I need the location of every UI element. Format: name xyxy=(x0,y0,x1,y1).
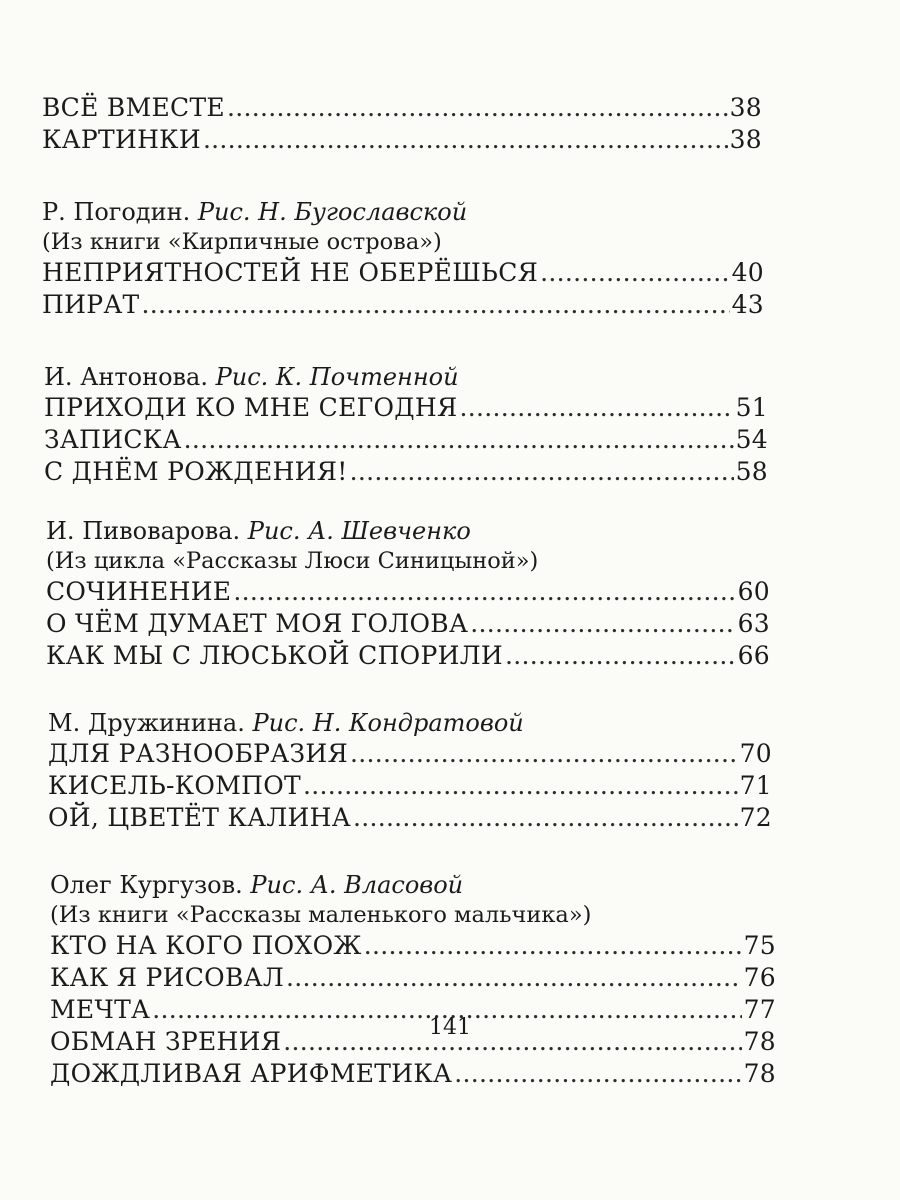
author-name: М. Дружинина. xyxy=(48,709,245,737)
entry-title: СОЧИНЕНИЕ xyxy=(46,577,232,606)
entry-title: МЕЧТА xyxy=(50,995,151,1024)
author-name: Олег Кургузов. xyxy=(50,871,243,899)
leader-dots xyxy=(286,962,742,994)
leader-dots xyxy=(350,456,734,488)
author-line xyxy=(46,516,770,546)
entry-title: КАК Я РИСОВАЛ xyxy=(50,963,285,992)
entry-title: ДОЖДЛИВАЯ АРИФМЕТИКА xyxy=(50,1059,453,1088)
entry-page: 70 xyxy=(739,739,772,768)
leader-dots xyxy=(454,1058,741,1090)
leader-dots xyxy=(203,124,728,156)
entry-page: 40 xyxy=(731,258,764,287)
entry-page: 38 xyxy=(729,125,762,154)
leader-dots xyxy=(353,802,738,834)
toc-entry xyxy=(46,608,770,640)
author-name: И. Антонова. xyxy=(44,363,208,391)
author-line xyxy=(48,708,772,738)
toc-entry xyxy=(44,424,768,456)
toc-entry xyxy=(50,962,776,994)
toc-entry xyxy=(48,738,772,770)
page-number: 141 xyxy=(429,1015,471,1040)
source-note: (Из книги «Рассказы маленького мальчика») xyxy=(50,902,592,928)
entry-page: 54 xyxy=(735,425,768,454)
toc-section xyxy=(42,92,762,156)
leader-dots xyxy=(540,257,729,289)
source-note: (Из книги «Кирпичные острова») xyxy=(42,229,442,255)
leader-dots xyxy=(364,930,742,962)
entry-page: 72 xyxy=(739,803,772,832)
leader-dots xyxy=(470,608,735,640)
entry-title: ОЙ, ЦВЕТЁТ КАЛИНА xyxy=(48,803,351,832)
entry-title: КАРТИНКИ xyxy=(42,125,201,154)
toc-section xyxy=(50,870,776,1090)
toc-section xyxy=(48,708,772,834)
toc-entry xyxy=(44,456,768,488)
entry-title: ПРИХОДИ КО МНЕ СЕГОДНЯ xyxy=(44,393,458,422)
toc-entry xyxy=(46,576,770,608)
entry-page: 71 xyxy=(739,771,772,800)
leader-dots xyxy=(142,289,730,321)
illustrator-credit: Рис. Н. Бугославской xyxy=(197,198,468,226)
toc-entry xyxy=(42,257,764,289)
entry-page: 75 xyxy=(743,931,776,960)
entry-page: 63 xyxy=(737,609,770,638)
entry-title: КТО НА КОГО ПОХОЖ xyxy=(50,931,362,960)
toc-entry xyxy=(48,802,772,834)
author-line xyxy=(50,870,776,900)
toc-entry xyxy=(42,124,762,156)
entry-page: 78 xyxy=(743,1027,776,1056)
leader-dots xyxy=(303,770,738,802)
entry-page: 60 xyxy=(737,577,770,606)
illustrator-credit: Рис. А. Власовой xyxy=(250,871,464,899)
author-name: И. Пивоварова. xyxy=(46,517,241,545)
entry-title: ПИРАТ xyxy=(42,290,140,319)
toc-entry xyxy=(48,770,772,802)
toc-entry xyxy=(44,392,768,424)
toc-entry xyxy=(50,1058,776,1090)
toc-section xyxy=(42,197,764,321)
author-line xyxy=(42,197,764,227)
leader-dots xyxy=(184,424,734,456)
entry-page: 77 xyxy=(743,995,776,1024)
leader-dots xyxy=(505,640,736,672)
entry-title: КИСЕЛЬ-КОМПОТ xyxy=(48,771,301,800)
leader-dots xyxy=(350,738,738,770)
illustrator-credit: Рис. Н. Кондратовой xyxy=(252,709,524,737)
entry-title: ОБМАН ЗРЕНИЯ xyxy=(50,1027,282,1056)
entry-title: КАК МЫ С ЛЮСЬКОЙ СПОРИЛИ xyxy=(46,641,503,670)
source-note: (Из цикла «Рассказы Люси Синицыной») xyxy=(46,548,539,574)
entry-page: 51 xyxy=(735,393,768,422)
leader-dots xyxy=(227,92,728,124)
entry-title: ВСЁ ВМЕСТЕ xyxy=(42,93,225,122)
entry-page: 76 xyxy=(743,963,776,992)
author-line xyxy=(44,362,768,392)
entry-title: О ЧЁМ ДУМАЕТ МОЯ ГОЛОВА xyxy=(46,609,469,638)
entry-title: ЗАПИСКА xyxy=(44,425,182,454)
toc-entry xyxy=(50,930,776,962)
entry-title: НЕПРИЯТНОСТЕЙ НЕ ОБЕРЁШЬСЯ xyxy=(42,258,539,287)
leader-dots xyxy=(460,392,734,424)
toc-section xyxy=(44,362,768,488)
author-name: Р. Погодин. xyxy=(42,198,191,226)
entry-page: 66 xyxy=(737,641,770,670)
entry-title: С ДНЁМ РОЖДЕНИЯ! xyxy=(44,457,348,486)
leader-dots xyxy=(233,576,735,608)
entry-page: 38 xyxy=(729,93,762,122)
illustrator-credit: Рис. А. Шевченко xyxy=(247,517,471,545)
toc-section xyxy=(46,516,770,672)
entry-page: 58 xyxy=(735,457,768,486)
toc-entry xyxy=(46,640,770,672)
toc-entry xyxy=(42,289,764,321)
illustrator-credit: Рис. К. Почтенной xyxy=(215,363,459,391)
entry-page: 43 xyxy=(731,290,764,319)
entry-title: ДЛЯ РАЗНООБРАЗИЯ xyxy=(48,739,348,768)
toc-entry xyxy=(42,92,762,124)
entry-page: 78 xyxy=(743,1059,776,1088)
